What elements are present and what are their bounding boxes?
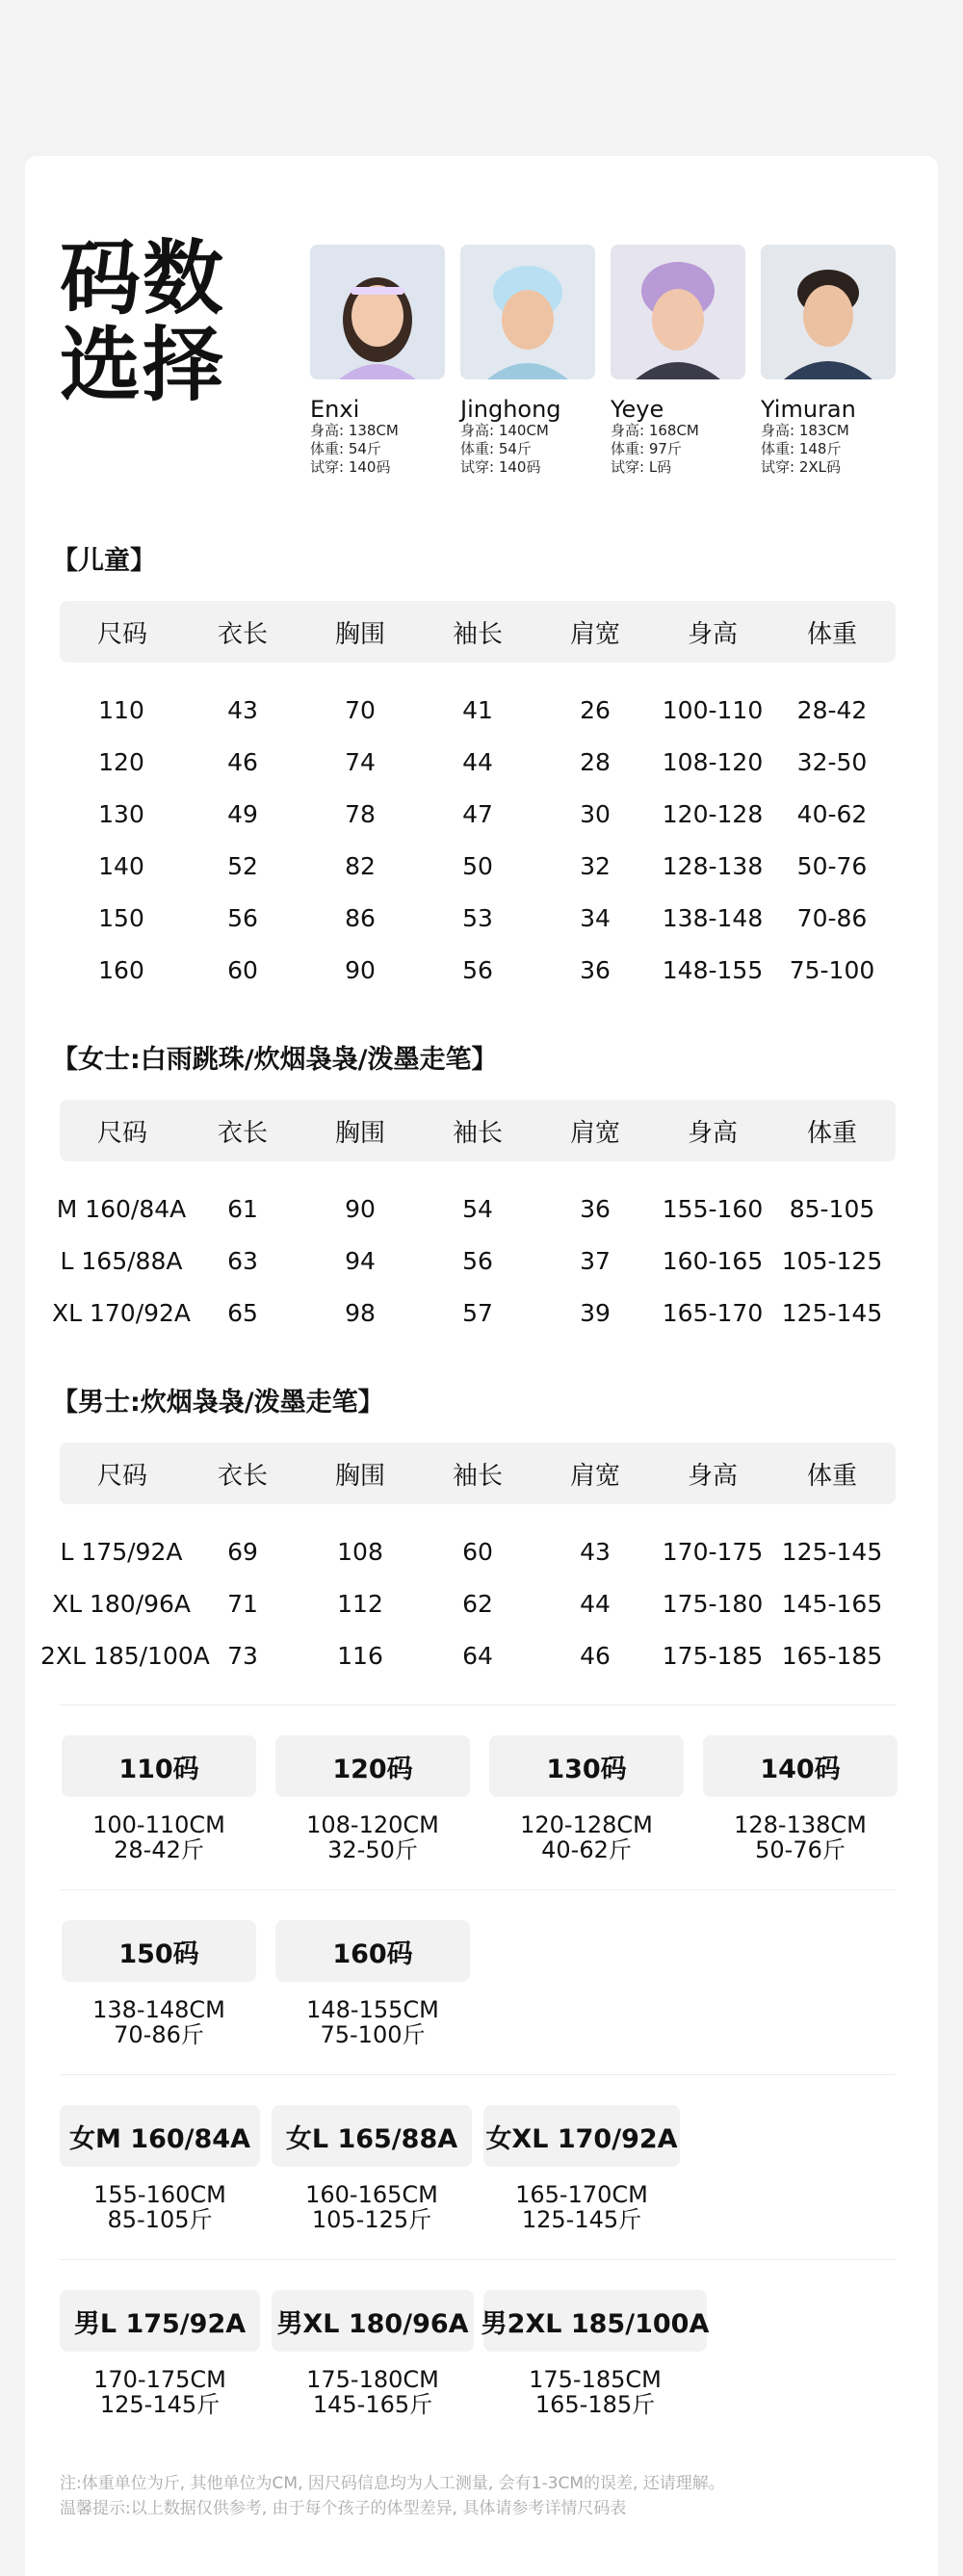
page-title [60, 231, 226, 412]
table-cell: 110 [98, 695, 144, 724]
size-tile-weight: 165-185斤 [534, 2391, 656, 2418]
table-cell: 90 [345, 955, 376, 984]
table-cell: 52 [227, 851, 258, 880]
col-chest: 胸围 [334, 619, 385, 649]
size-tile [275, 1920, 470, 2047]
table-cell: 46 [227, 747, 258, 776]
child-boy-photo [460, 245, 595, 379]
col-shoulder: 肩宽 [569, 1118, 620, 1148]
table-cell: 73 [227, 1641, 258, 1670]
table-cell: 120 [98, 747, 144, 776]
table-row [40, 1629, 896, 1681]
title-line-1: 码数 [60, 231, 226, 325]
divider [60, 1704, 896, 1705]
size-tile [272, 2290, 474, 2417]
col-sleeve: 袖长 [452, 619, 503, 649]
table-cell: 75-100 [789, 955, 875, 984]
size-tile-label: 110码 [62, 1735, 256, 1797]
table-cell: 39 [580, 1298, 611, 1327]
size-tile [489, 1735, 684, 1862]
size-tile-weight: 28-42斤 [114, 1836, 204, 1863]
size-tile-weight: 85-105斤 [107, 2206, 213, 2233]
size-tile-label: 女M 160/84A [60, 2105, 260, 2167]
table-cell: 100-110 [662, 695, 764, 724]
table-cell: 56 [227, 903, 258, 932]
size-tile-weight: 32-50斤 [327, 1836, 418, 1863]
size-tile-label: 男2XL 185/100A [483, 2290, 707, 2352]
col-length: 衣长 [217, 1118, 268, 1148]
model-height: 身高: 183CM [761, 422, 849, 439]
table-cell: 86 [345, 903, 376, 932]
col-chest: 胸围 [334, 1461, 385, 1491]
table-cell: 46 [580, 1641, 611, 1670]
table-cell: 150 [98, 903, 144, 932]
women-section-title: 【女士:白雨跳珠/炊烟袅袅/泼墨走笔】 [52, 1045, 498, 1075]
col-weight: 体重 [806, 1461, 857, 1491]
table-cell: 53 [462, 903, 493, 932]
size-tile-height: 155-160CM [93, 2181, 226, 2208]
col-shoulder: 肩宽 [569, 619, 620, 649]
table-cell: 71 [227, 1589, 258, 1618]
size-tile-height: 175-180CM [306, 2366, 439, 2393]
col-weight: 体重 [806, 619, 857, 649]
table-row [60, 944, 896, 996]
size-tile [62, 1735, 256, 1862]
table-cell: 57 [462, 1298, 493, 1327]
model-name: Jinghong [460, 396, 561, 423]
size-tile [481, 2290, 710, 2418]
size-tile-height: 128-138CM [734, 1811, 867, 1838]
table-cell: 40-62 [796, 799, 868, 828]
table-cell: 170-175 [662, 1537, 764, 1566]
table-cell: 34 [580, 903, 611, 932]
table-cell: 160-165 [662, 1246, 764, 1275]
men-table-header [60, 1443, 896, 1504]
model-weight: 体重: 54斤 [460, 440, 532, 457]
table-cell: 108 [337, 1537, 383, 1566]
size-tile-label: 130码 [489, 1735, 684, 1797]
model-tried-size: 试穿: L码 [611, 458, 672, 476]
col-size: 尺码 [96, 1461, 147, 1491]
table-cell: 61 [227, 1194, 258, 1223]
col-size: 尺码 [96, 619, 147, 649]
table-row [60, 736, 896, 788]
size-tile-label: 女L 165/88A [272, 2105, 472, 2167]
table-row [60, 1235, 896, 1287]
table-cell: 64 [462, 1641, 493, 1670]
women-table-header [60, 1100, 896, 1161]
table-cell: 50-76 [796, 851, 868, 880]
table-cell: 36 [580, 1194, 611, 1223]
col-sleeve: 袖长 [452, 1118, 503, 1148]
table-cell: 116 [337, 1641, 383, 1670]
table-cell: 125-145 [781, 1537, 883, 1566]
table-row [51, 1287, 896, 1339]
table-cell: XL 170/92A [51, 1298, 192, 1327]
table-cell: 70 [345, 695, 376, 724]
col-weight: 体重 [806, 1118, 857, 1148]
table-cell: 108-120 [662, 747, 764, 776]
model-name: Yeye [611, 396, 664, 423]
table-cell: 47 [462, 799, 493, 828]
table-cell: 94 [345, 1246, 376, 1275]
col-shoulder: 肩宽 [569, 1461, 620, 1491]
table-cell: 85-105 [789, 1194, 875, 1223]
col-chest: 胸围 [334, 1118, 385, 1148]
table-row [56, 1183, 896, 1235]
table-cell: 2XL 185/100A [40, 1641, 210, 1670]
table-cell: 60 [227, 955, 258, 984]
note-disclaimer: 温馨提示:以上数据仅供参考, 由于每个孩子的体型差异, 具体请参考详情尺码表 [60, 2499, 627, 2518]
table-cell: 63 [227, 1246, 258, 1275]
model-height: 身高: 138CM [310, 422, 399, 439]
table-row [51, 1577, 896, 1629]
divider [60, 1889, 896, 1890]
table-cell: 50 [462, 851, 493, 880]
size-tile-label: 男XL 180/96A [272, 2290, 474, 2352]
table-cell: 49 [227, 799, 258, 828]
model-yimuran [761, 245, 896, 477]
model-weight: 体重: 54斤 [310, 440, 381, 457]
size-tile-weight: 50-76斤 [755, 1836, 846, 1863]
table-cell: 112 [337, 1589, 383, 1618]
table-cell: 44 [462, 747, 493, 776]
table-cell: 65 [227, 1298, 258, 1327]
table-cell: 70-86 [796, 903, 868, 932]
table-cell: 56 [462, 1246, 493, 1275]
size-tile-weight: 105-125斤 [311, 2206, 432, 2233]
table-cell: 28-42 [796, 695, 868, 724]
size-tile-height: 138-148CM [92, 1996, 225, 2023]
col-sleeve: 袖长 [452, 1461, 503, 1491]
table-cell: 28 [580, 747, 611, 776]
table-cell: 30 [580, 799, 611, 828]
size-tile-height: 100-110CM [92, 1811, 225, 1838]
table-cell: 37 [580, 1246, 611, 1275]
child-girl-photo [310, 245, 445, 379]
size-tile-label: 女XL 170/92A [483, 2105, 680, 2167]
table-cell: 62 [462, 1589, 493, 1618]
model-enxi [310, 245, 445, 477]
table-cell: 105-125 [781, 1246, 883, 1275]
table-cell: 69 [227, 1537, 258, 1566]
table-cell: M 160/84A [56, 1194, 187, 1223]
size-tile-weight: 75-100斤 [320, 2021, 426, 2048]
table-cell: 43 [227, 695, 258, 724]
size-tile [60, 2290, 260, 2417]
size-tile-weight: 40-62斤 [541, 1836, 632, 1863]
size-tile-height: 165-170CM [515, 2181, 648, 2208]
table-cell: 32 [580, 851, 611, 880]
table-cell: 44 [580, 1589, 611, 1618]
table-cell: 128-138 [662, 851, 764, 880]
table-row [60, 892, 896, 944]
model-name: Yimuran [761, 396, 856, 423]
table-cell: 54 [462, 1194, 493, 1223]
col-height: 身高 [687, 619, 738, 649]
table-cell: 160 [98, 955, 144, 984]
table-cell: 155-160 [662, 1194, 764, 1223]
table-cell: L 165/88A [60, 1246, 183, 1275]
note-units: 注:体重单位为斤, 其他单位为CM, 因尺码信息均为人工测量, 会有1-3CM的误差, 还请理解。 [60, 2474, 725, 2493]
table-cell: 56 [462, 955, 493, 984]
size-guide-card [25, 156, 938, 2576]
table-cell: 32-50 [796, 747, 868, 776]
size-tile-weight: 70-86斤 [114, 2021, 204, 2048]
col-height: 身高 [687, 1118, 738, 1148]
table-cell: 74 [345, 747, 376, 776]
model-tried-size: 试穿: 2XL码 [761, 458, 841, 476]
size-tile-height: 148-155CM [306, 1996, 439, 2023]
size-tile [703, 1735, 898, 1862]
table-cell: 41 [462, 695, 493, 724]
table-row [60, 788, 896, 840]
table-cell: 36 [580, 955, 611, 984]
model-yeye [611, 245, 745, 477]
table-cell: 90 [345, 1194, 376, 1223]
man-photo [761, 245, 896, 379]
table-cell: 138-148 [662, 903, 764, 932]
men-section-title: 【男士:炊烟袅袅/泼墨走笔】 [52, 1388, 384, 1418]
table-cell: XL 180/96A [51, 1589, 192, 1618]
divider [60, 2074, 896, 2075]
divider [60, 2259, 896, 2260]
table-cell: 26 [580, 695, 611, 724]
table-cell: 165-170 [662, 1298, 764, 1327]
size-tile-height: 108-120CM [306, 1811, 439, 1838]
table-cell: 140 [98, 851, 144, 880]
size-tile [62, 1920, 256, 2047]
model-height: 身高: 140CM [460, 422, 549, 439]
model-height: 身高: 168CM [611, 422, 699, 439]
col-height: 身高 [687, 1461, 738, 1491]
table-cell: 98 [345, 1298, 376, 1327]
table-cell: 175-180 [662, 1589, 764, 1618]
col-length: 衣长 [217, 1461, 268, 1491]
size-tile [275, 1735, 470, 1862]
table-cell: 130 [98, 799, 144, 828]
model-weight: 体重: 148斤 [761, 440, 842, 457]
table-cell: 82 [345, 851, 376, 880]
size-tile-height: 160-165CM [305, 2181, 438, 2208]
size-tile-label: 男L 175/92A [60, 2290, 260, 2352]
table-cell: 125-145 [781, 1298, 883, 1327]
model-weight: 体重: 97斤 [611, 440, 682, 457]
size-tile-height: 120-128CM [520, 1811, 653, 1838]
table-row [60, 684, 896, 736]
size-tile-label: 120码 [275, 1735, 470, 1797]
size-tile [483, 2105, 680, 2232]
size-tile-weight: 125-145斤 [521, 2206, 642, 2233]
model-tried-size: 试穿: 140码 [310, 458, 391, 476]
size-tile-height: 175-185CM [529, 2366, 662, 2393]
size-tile [272, 2105, 472, 2232]
table-row [60, 1525, 896, 1577]
model-tried-size: 试穿: 140码 [460, 458, 541, 476]
table-cell: L 175/92A [60, 1537, 183, 1566]
model-jinghong [460, 245, 595, 477]
col-length: 衣长 [217, 619, 268, 649]
table-cell: 43 [580, 1537, 611, 1566]
model-name: Enxi [310, 396, 360, 423]
size-tile-weight: 125-145斤 [99, 2391, 221, 2418]
col-size: 尺码 [96, 1118, 147, 1148]
kids-section-title: 【儿童】 [52, 546, 156, 576]
table-cell: 60 [462, 1537, 493, 1566]
table-cell: 78 [345, 799, 376, 828]
table-cell: 145-165 [781, 1589, 883, 1618]
table-cell: 120-128 [662, 799, 764, 828]
size-tile-weight: 145-165斤 [312, 2391, 433, 2418]
woman-photo [611, 245, 745, 379]
table-cell: 175-185 [662, 1641, 764, 1670]
table-cell: 148-155 [662, 955, 764, 984]
title-line-2: 选择 [60, 318, 226, 412]
size-tile [60, 2105, 260, 2232]
size-tile-label: 160码 [275, 1920, 470, 1982]
size-tile-height: 170-175CM [93, 2366, 226, 2393]
kids-table-header [60, 601, 896, 663]
size-tile-label: 150码 [62, 1920, 256, 1982]
size-tile-label: 140码 [703, 1735, 898, 1797]
table-cell: 165-185 [781, 1641, 883, 1670]
table-row [60, 840, 896, 892]
